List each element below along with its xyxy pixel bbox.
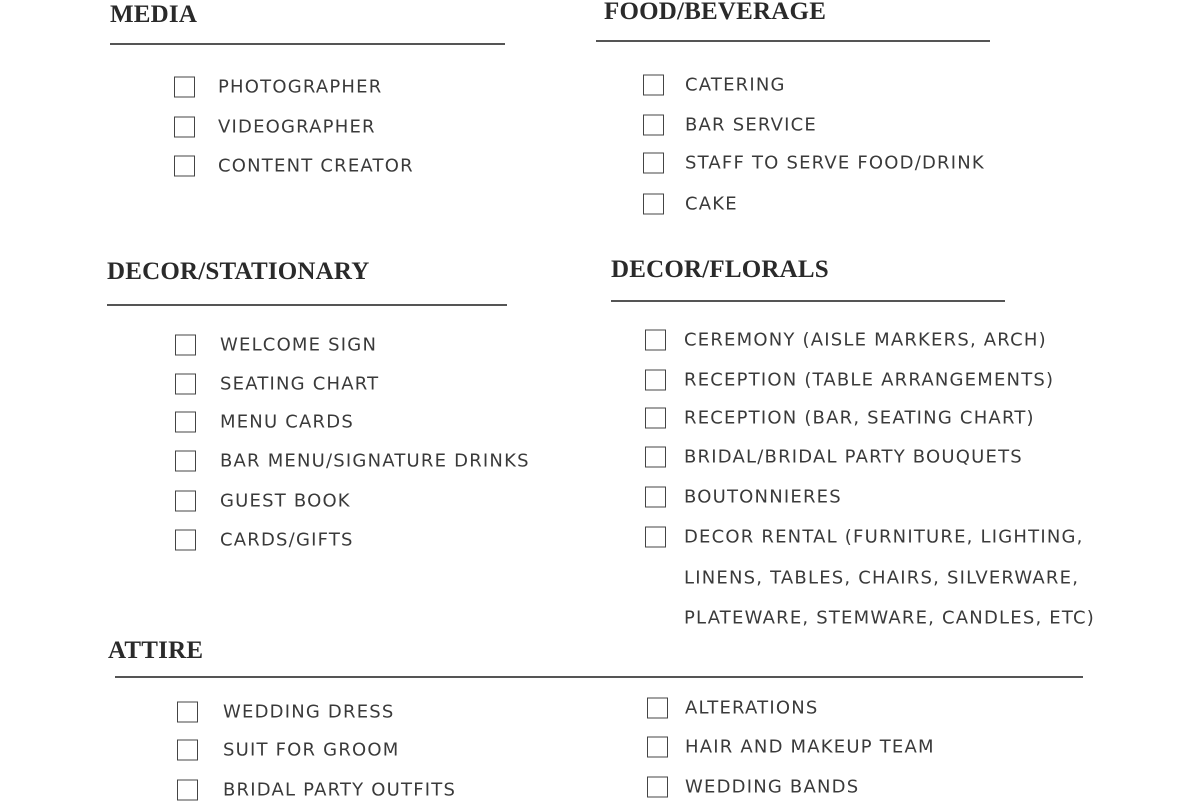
checkbox[interactable] — [647, 698, 668, 719]
divider — [110, 43, 505, 45]
checklist-item-label: HAIR AND MAKEUP TEAM — [685, 736, 935, 758]
checklist-item-label: WEDDING BANDS — [685, 776, 860, 798]
checkbox[interactable] — [645, 408, 666, 429]
checklist-item-label: CAKE — [685, 193, 738, 215]
checkbox[interactable] — [177, 740, 198, 761]
checkbox[interactable] — [174, 77, 195, 98]
checkbox[interactable] — [175, 412, 196, 433]
checkbox[interactable] — [647, 777, 668, 798]
checkbox[interactable] — [175, 374, 196, 395]
checkbox[interactable] — [643, 194, 664, 215]
checkbox[interactable] — [645, 370, 666, 391]
divider — [115, 676, 1083, 678]
checkbox[interactable] — [175, 451, 196, 472]
checklist-item-label: GUEST BOOK — [220, 490, 351, 512]
checkbox[interactable] — [645, 330, 666, 351]
checklist-item-label: VIDEOGRAPHER — [218, 116, 376, 138]
checklist-item-label: WELCOME SIGN — [220, 334, 378, 356]
checklist-item-label: BRIDAL PARTY OUTFITS — [223, 779, 457, 801]
section-heading-attire: ATTIRE — [108, 637, 204, 664]
checkbox[interactable] — [175, 491, 196, 512]
checklist-item-label: SUIT FOR GROOM — [223, 739, 400, 761]
checkbox[interactable] — [175, 530, 196, 551]
checklist-item-label: SEATING CHART — [220, 373, 380, 395]
checklist-item-label: RECEPTION (BAR, SEATING CHART) — [684, 407, 1035, 429]
checklist-item-label: CARDS/GIFTS — [220, 529, 354, 551]
checkbox[interactable] — [177, 780, 198, 801]
section-heading-media: MEDIA — [110, 1, 198, 28]
checklist-item-label: CEREMONY (AISLE MARKERS, ARCH) — [684, 329, 1047, 351]
checklist-item-label: BAR SERVICE — [685, 114, 817, 136]
divider — [611, 300, 1005, 302]
checkbox[interactable] — [174, 117, 195, 138]
checkbox[interactable] — [175, 335, 196, 356]
checkbox[interactable] — [177, 702, 198, 723]
section-heading-decor-stationary: DECOR/STATIONARY — [107, 258, 370, 285]
section-heading-decor-florals: DECOR/FLORALS — [611, 256, 829, 283]
checklist-item-label: CONTENT CREATOR — [218, 155, 414, 177]
checkbox[interactable] — [643, 153, 664, 174]
section-heading-food-beverage: FOOD/BEVERAGE — [604, 0, 827, 25]
item-continuation: PLATEWARE, STEMWARE, CANDLES, ETC) — [684, 607, 1095, 629]
checkbox[interactable] — [174, 156, 195, 177]
item-continuation: LINENS, TABLES, CHAIRS, SILVERWARE, — [684, 567, 1080, 589]
checkbox[interactable] — [645, 487, 666, 508]
checkbox[interactable] — [643, 75, 664, 96]
checkbox[interactable] — [647, 737, 668, 758]
checklist-item-label: DECOR RENTAL (FURNITURE, LIGHTING, — [684, 526, 1084, 548]
divider — [596, 40, 990, 42]
checkbox[interactable] — [645, 527, 666, 548]
divider — [107, 304, 507, 306]
checklist-item-label: CATERING — [685, 74, 786, 96]
checklist-item-label: RECEPTION (TABLE ARRANGEMENTS) — [684, 369, 1055, 391]
checklist-item-label: BOUTONNIERES — [684, 486, 842, 508]
checklist-item-label: STAFF TO SERVE FOOD/DRINK — [685, 152, 985, 174]
checklist-item-label: BRIDAL/BRIDAL PARTY BOUQUETS — [684, 446, 1023, 468]
checklist-item-label: BAR MENU/SIGNATURE DRINKS — [220, 450, 530, 472]
checkbox[interactable] — [645, 447, 666, 468]
checklist-item-label: WEDDING DRESS — [223, 701, 395, 723]
checklist-item-label: ALTERATIONS — [685, 697, 819, 719]
checklist-item-label: MENU CARDS — [220, 411, 354, 433]
checklist-item-label: PHOTOGRAPHER — [218, 76, 383, 98]
checkbox[interactable] — [643, 115, 664, 136]
